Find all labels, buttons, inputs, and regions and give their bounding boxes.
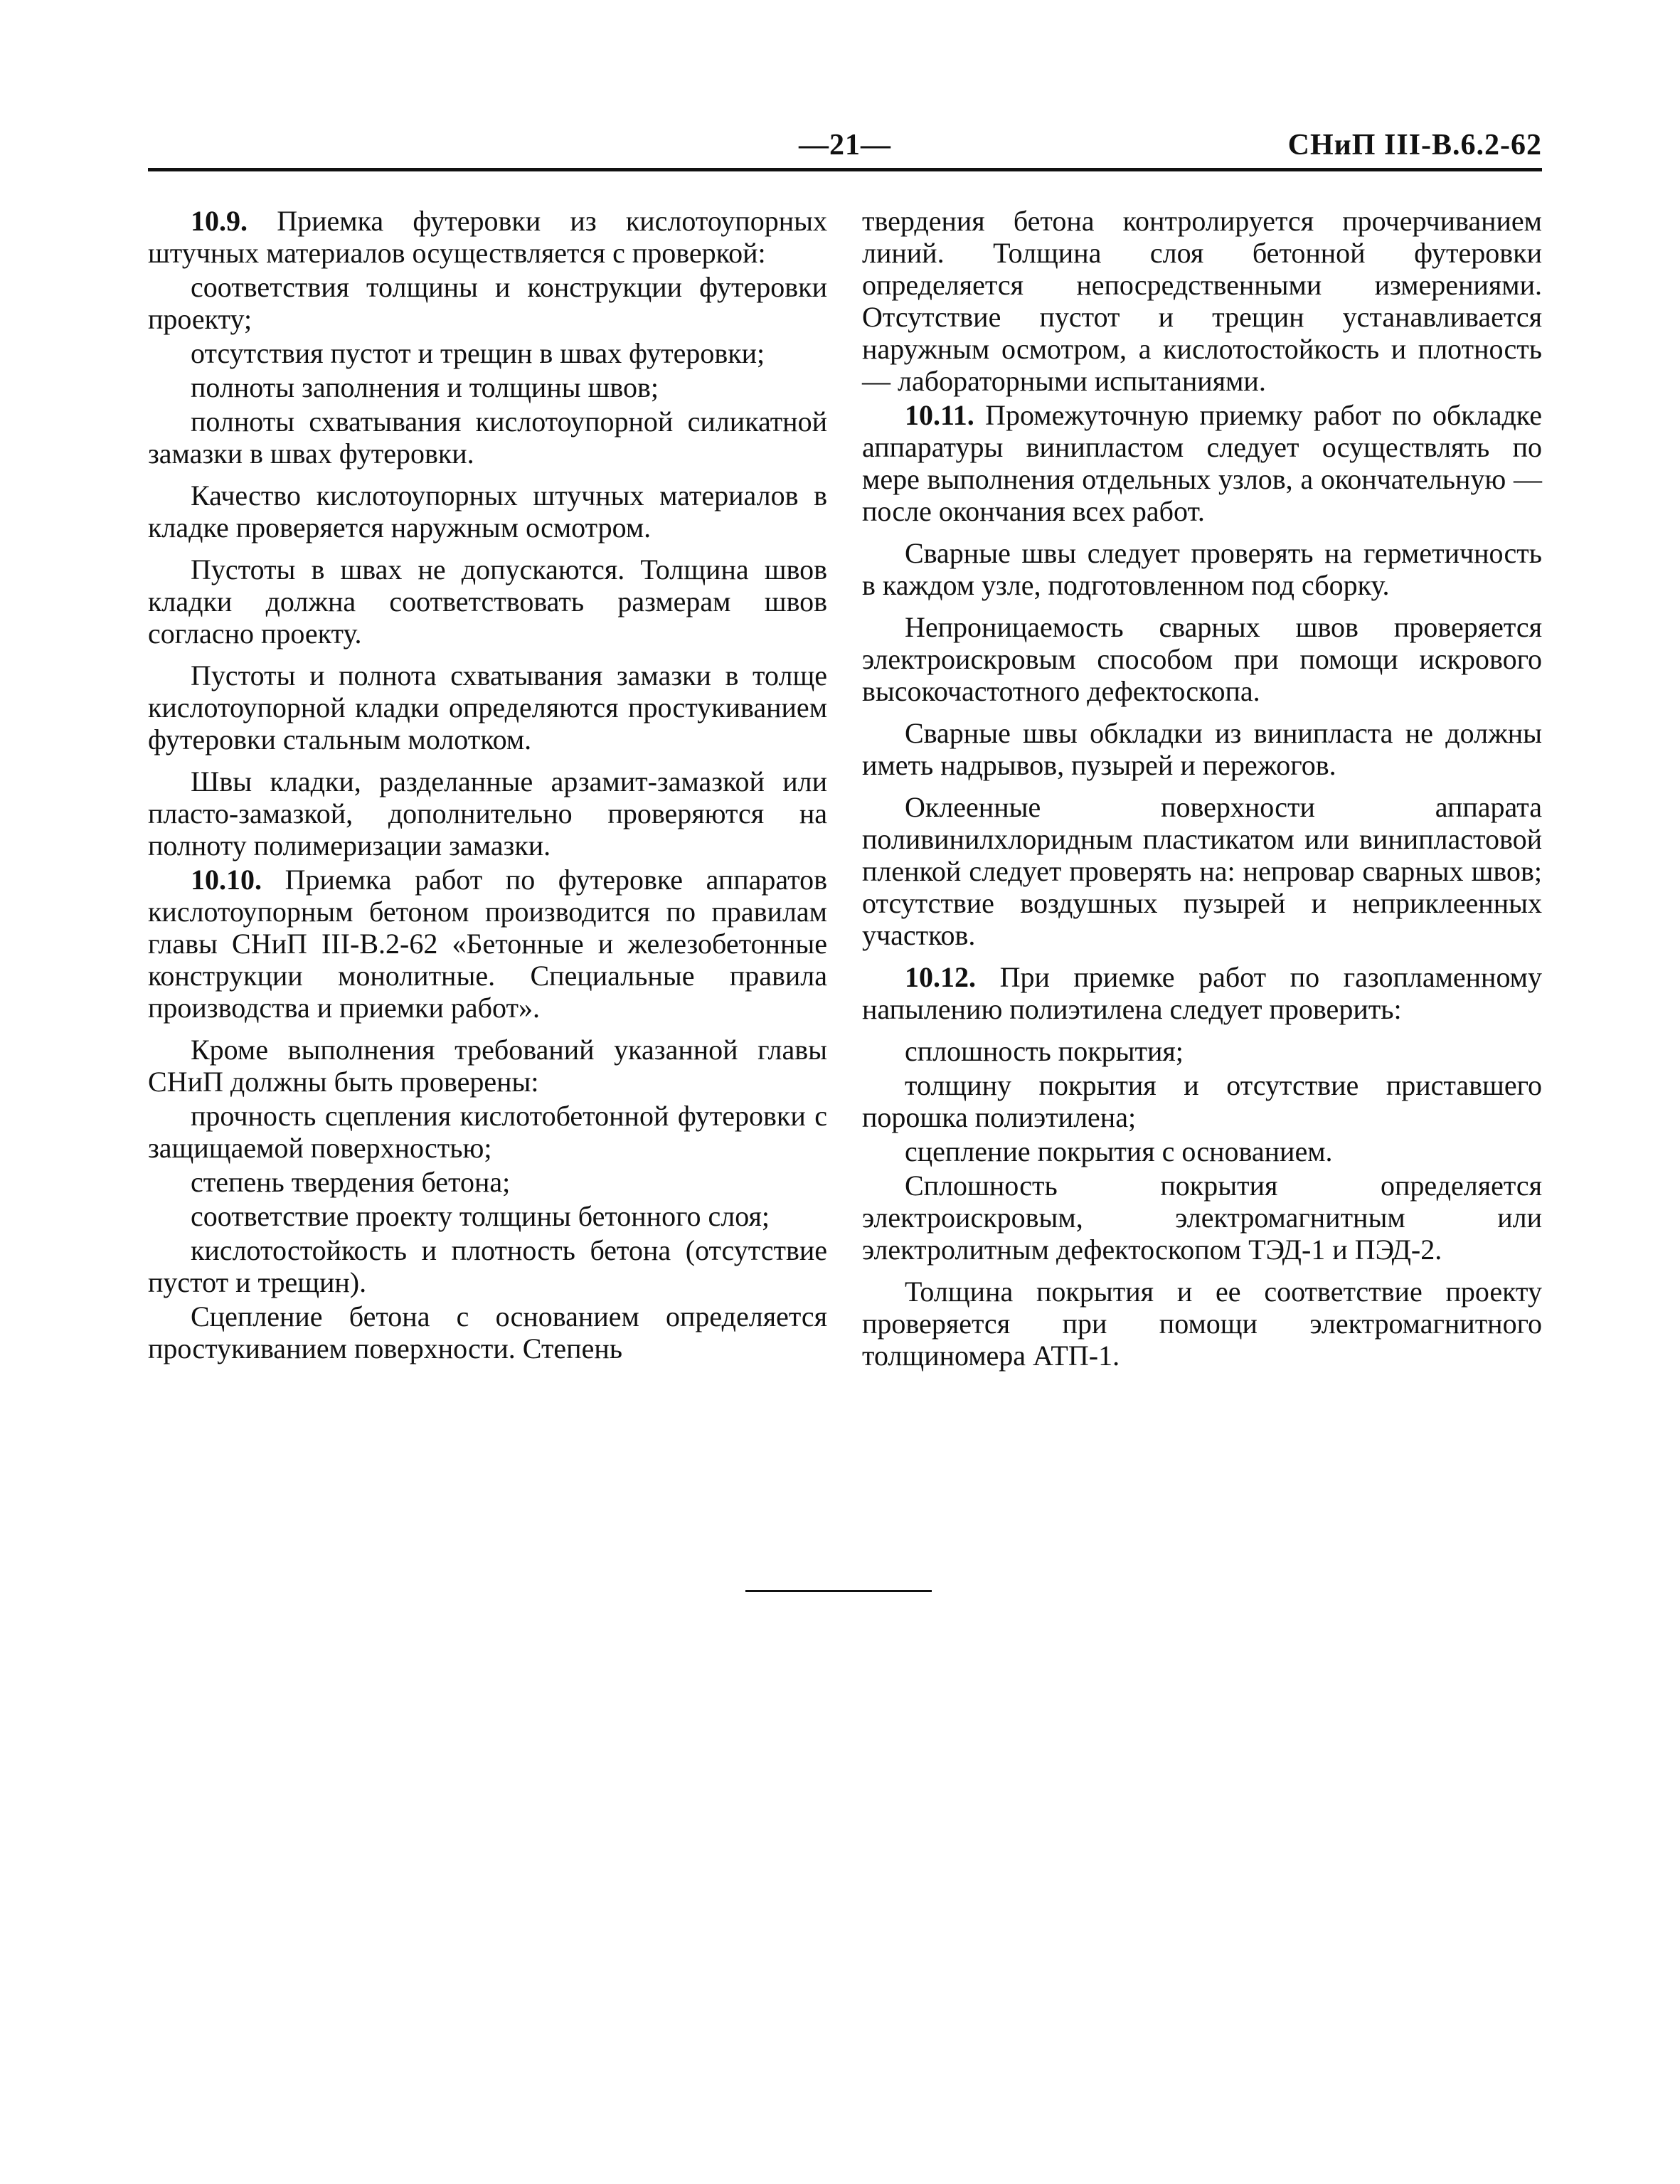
paragraph-text: полноты схватывания кислотоупорной силикатной замазки в швах футеровки.	[148, 405, 827, 470]
paragraph	[862, 1035, 1542, 1067]
paragraph	[862, 611, 1542, 707]
paragraph	[862, 537, 1542, 601]
paragraph-text: Пустоты и полнота схватывания замазки в толще кислотоупорной кладки определяются простукиванием футеровки стальным молотком.	[148, 659, 827, 756]
paragraph	[862, 1170, 1542, 1266]
paragraph-text: кислотостойкость и плотность бетона (отсутствие пустот и трещин).	[148, 1234, 827, 1298]
paragraph-text: соответствие проекту толщины бетонного слоя;	[191, 1200, 770, 1232]
paragraph-text: При приемке работ по газопламенному напылению полиэтилена следует проверить:	[862, 961, 1542, 1025]
paragraph	[148, 1200, 827, 1232]
header-rule	[148, 168, 1542, 171]
end-rule	[745, 1590, 932, 1592]
paragraph	[862, 1135, 1542, 1167]
paragraph-text: Промежуточную приемку работ по обкладке аппаратуры винипластом следует осуществлять по мере выполнения отдельных узлов, а окончательную — после окончания всех работ.	[862, 399, 1542, 527]
clause-number: 10.12.	[905, 961, 976, 993]
paragraph-text: толщину покрытия и отсутствие приставшего порошка полиэтилена;	[862, 1069, 1542, 1133]
paragraph-text: Сварные швы обкладки из винипласта не должны иметь надрывов, пузырей и пережогов.	[862, 717, 1542, 781]
paragraph	[862, 961, 1542, 1025]
paragraph-text: степень твердения бетона;	[191, 1166, 511, 1198]
clause-number: 10.9.	[191, 205, 248, 237]
paragraph-text: твердения бетона контролируется прочерчиванием линий. Толщина слоя бетонной футеровки определяется непосредственными измерениями. Отсутствие пустот и трещин устанавливается наружным осмотром, а кислотостойкость и плотность — лабораторными испытаниями.	[862, 205, 1542, 397]
left-column	[148, 205, 827, 1367]
paragraph	[148, 205, 827, 269]
paragraph	[862, 1276, 1542, 1372]
paragraph	[862, 205, 1542, 397]
paragraph-text: Сплошность покрытия определяется электроискровым, электромагнитным или электролитным дефектоскопом ТЭД-1 и ПЭД-2.	[862, 1170, 1542, 1266]
paragraph	[148, 553, 827, 650]
paragraph	[148, 1166, 827, 1198]
clause-number: 10.10.	[191, 864, 262, 896]
paragraph	[148, 864, 827, 1024]
paragraph	[862, 399, 1542, 527]
paragraph	[148, 1100, 827, 1164]
paragraph-text: полноты заполнения и толщины швов;	[191, 371, 659, 403]
paragraph-text: сплошность покрытия;	[905, 1035, 1184, 1067]
paragraph	[148, 479, 827, 544]
paragraph	[148, 337, 827, 369]
paragraph-text: Непроницаемость сварных швов проверяется электроискровым способом при помощи искрового высокочастотного дефектоскопа.	[862, 611, 1542, 707]
paragraph-text: Кроме выполнения требований указанной главы СНиП должны быть проверены:	[148, 1034, 827, 1098]
paragraph-text: соответствия толщины и конструкции футеровки проекту;	[148, 271, 827, 335]
paragraph	[862, 791, 1542, 951]
paragraph-text: отсутствия пустот и трещин в швах футеровки;	[191, 337, 765, 369]
paragraph-text: Оклеенные поверхности аппарата поливинилхлоридным пластикатом или винипластовой пленкой следует проверять на: непровар сварных швов; отсутствие воздушных пузырей и неприклеенных участков.	[862, 791, 1542, 951]
paragraph-text: Швы кладки, разделанные арзамит-замазкой или пласто-замазкой, дополнительно проверяются на полноту полимеризации замазки.	[148, 765, 827, 862]
paragraph	[148, 371, 827, 403]
paragraph-text: Толщина покрытия и ее соответствие проекту проверяется при помощи электромагнитного толщиномера АТП-1.	[862, 1276, 1542, 1372]
paragraph-text: Сцепление бетона с основанием определяется простукиванием поверхности. Степень	[148, 1300, 827, 1364]
paragraph	[862, 717, 1542, 781]
paragraph-text: Пустоты в швах не допускаются. Толщина швов кладки должна соответствовать размерам швов согласно проекту.	[148, 553, 827, 650]
paragraph	[148, 1234, 827, 1298]
page-header	[148, 128, 1542, 168]
page-number: —21—	[799, 129, 891, 161]
paragraph	[148, 1034, 827, 1098]
paragraph	[148, 659, 827, 756]
paragraph-text: Приемка работ по футеровке аппаратов кислотоупорным бетоном производится по правилам главы СНиП III-В.2-62 «Бетонные и железобетонные конструкции монолитные. Специальные правила производства и приемки работ».	[148, 864, 827, 1024]
right-column	[862, 205, 1542, 1374]
paragraph-text: Приемка футеровки из кислотоупорных штучных материалов осуществляется с проверкой:	[148, 205, 827, 269]
paragraph-text: сцепление покрытия с основанием.	[905, 1135, 1333, 1167]
paragraph-text: Сварные швы следует проверять на герметичность в каждом узле, подготовленном под сборку.	[862, 537, 1542, 601]
paragraph-text: прочность сцепления кислотобетонной футеровки с защищаемой поверхностью;	[148, 1100, 827, 1164]
paragraph	[148, 765, 827, 862]
paragraph	[148, 1300, 827, 1364]
paragraph	[148, 271, 827, 335]
paragraph	[148, 405, 827, 470]
clause-number: 10.11.	[905, 399, 974, 431]
paragraph	[862, 1069, 1542, 1133]
paragraph-text: Качество кислотоупорных штучных материалов в кладке проверяется наружным осмотром.	[148, 479, 827, 544]
document-code: СНиП III-В.6.2-62	[1287, 129, 1542, 161]
